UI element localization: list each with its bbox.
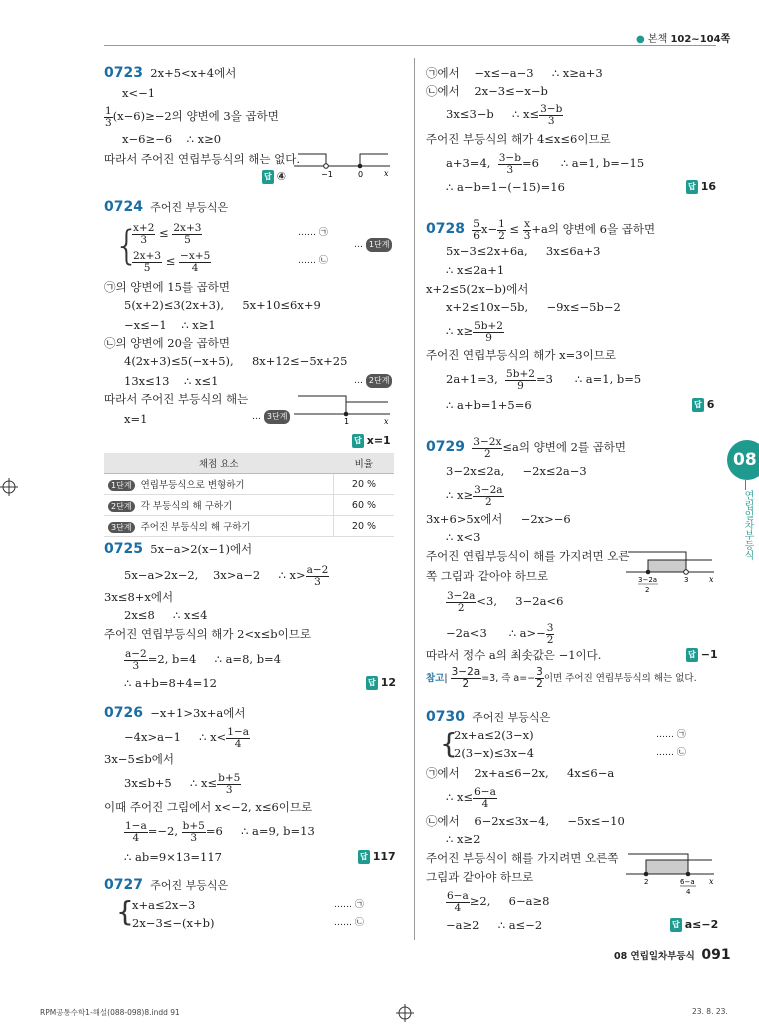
svg-text:x: x <box>384 417 389 426</box>
brace: { <box>114 223 140 269</box>
problem-0726: 0726 −x+1>3x+a에서 <box>104 705 246 721</box>
answer-0723: 답 ④ <box>264 170 287 183</box>
svg-text:3: 3 <box>684 576 689 584</box>
number-line-0730 <box>624 852 718 898</box>
problem-0725: 0725 5x−a>2(x−1)에서 <box>104 541 253 557</box>
problem-0727: 0727 주어진 부등식은 <box>104 877 229 893</box>
column-divider <box>414 58 415 940</box>
number-line-0723 <box>292 146 394 178</box>
answer-0726: 답 117 <box>360 850 396 863</box>
svg-text:6−a: 6−a <box>680 878 695 886</box>
svg-text:1: 1 <box>344 417 350 426</box>
answer-0729: 답 −1 <box>688 648 718 661</box>
bullet-icon: ● <box>636 34 645 45</box>
number-line-0729 <box>624 550 718 598</box>
problem-0728: 0728 $\frac{5}{6}$ x− $\frac{1}{2}$ ≤ $\frac{x}{3}$ +a의 양변에 6을 곱하면 <box>426 217 656 242</box>
svg-text:x: x <box>384 169 389 178</box>
svg-text:3−2a: 3−2a <box>638 576 658 584</box>
svg-text:0: 0 <box>358 170 364 178</box>
answer-0728: 답 6 <box>694 398 715 411</box>
header-rule <box>104 45 716 46</box>
answer-0730: 답 a≤−2 <box>672 918 719 931</box>
answer-0724: 답 x=1 <box>354 434 391 447</box>
page-header: ● 본책 102~104쪽 <box>636 34 731 45</box>
svg-text:4: 4 <box>686 888 691 896</box>
number-line-0724 <box>292 392 394 426</box>
footer-chapter: 08 연립일차부등식 091 <box>614 947 731 963</box>
problem-0730: 0730 주어진 부등식은 <box>426 709 551 725</box>
svg-text:−1: −1 <box>321 170 333 178</box>
problem-0723: 0723 2x+5<x+4에서 <box>104 65 237 81</box>
footer-file: RPM공통수학1-해설(088-098)8.indd 91 <box>40 1008 180 1017</box>
registration-mark-icon <box>396 1004 414 1022</box>
svg-text:x: x <box>709 877 714 886</box>
scoring-table: 채점 요소 비율 1단계 연립부등식으로 변형하기 20 % 2단계 각 부등식의 해 구하기 60 % 3단계 주어진 부등식의 해 구하기 20 % <box>104 453 394 537</box>
registration-mark-icon <box>0 478 18 496</box>
svg-text:x: x <box>709 575 714 584</box>
problem-0729: 0729 $\frac{3-2x}{2}$ ≤a의 양변에 2를 곱하면 <box>426 435 627 460</box>
chapter-side-tab: 08 연립일차부등식 <box>727 440 759 590</box>
answer-0725: 답 12 <box>368 676 397 689</box>
footer-date: 23. 8. 23. <box>692 1007 728 1016</box>
note-0729: 참고| $\frac{3-2a}{2}$ =3, 즉 a=− $\frac{3}{2}$ 이면 주어진 연립부등식의 해는 없다. <box>426 666 697 690</box>
svg-text:2: 2 <box>645 586 650 594</box>
problem-0724: 0724 주어진 부등식은 <box>104 199 229 215</box>
svg-text:2: 2 <box>644 878 649 886</box>
